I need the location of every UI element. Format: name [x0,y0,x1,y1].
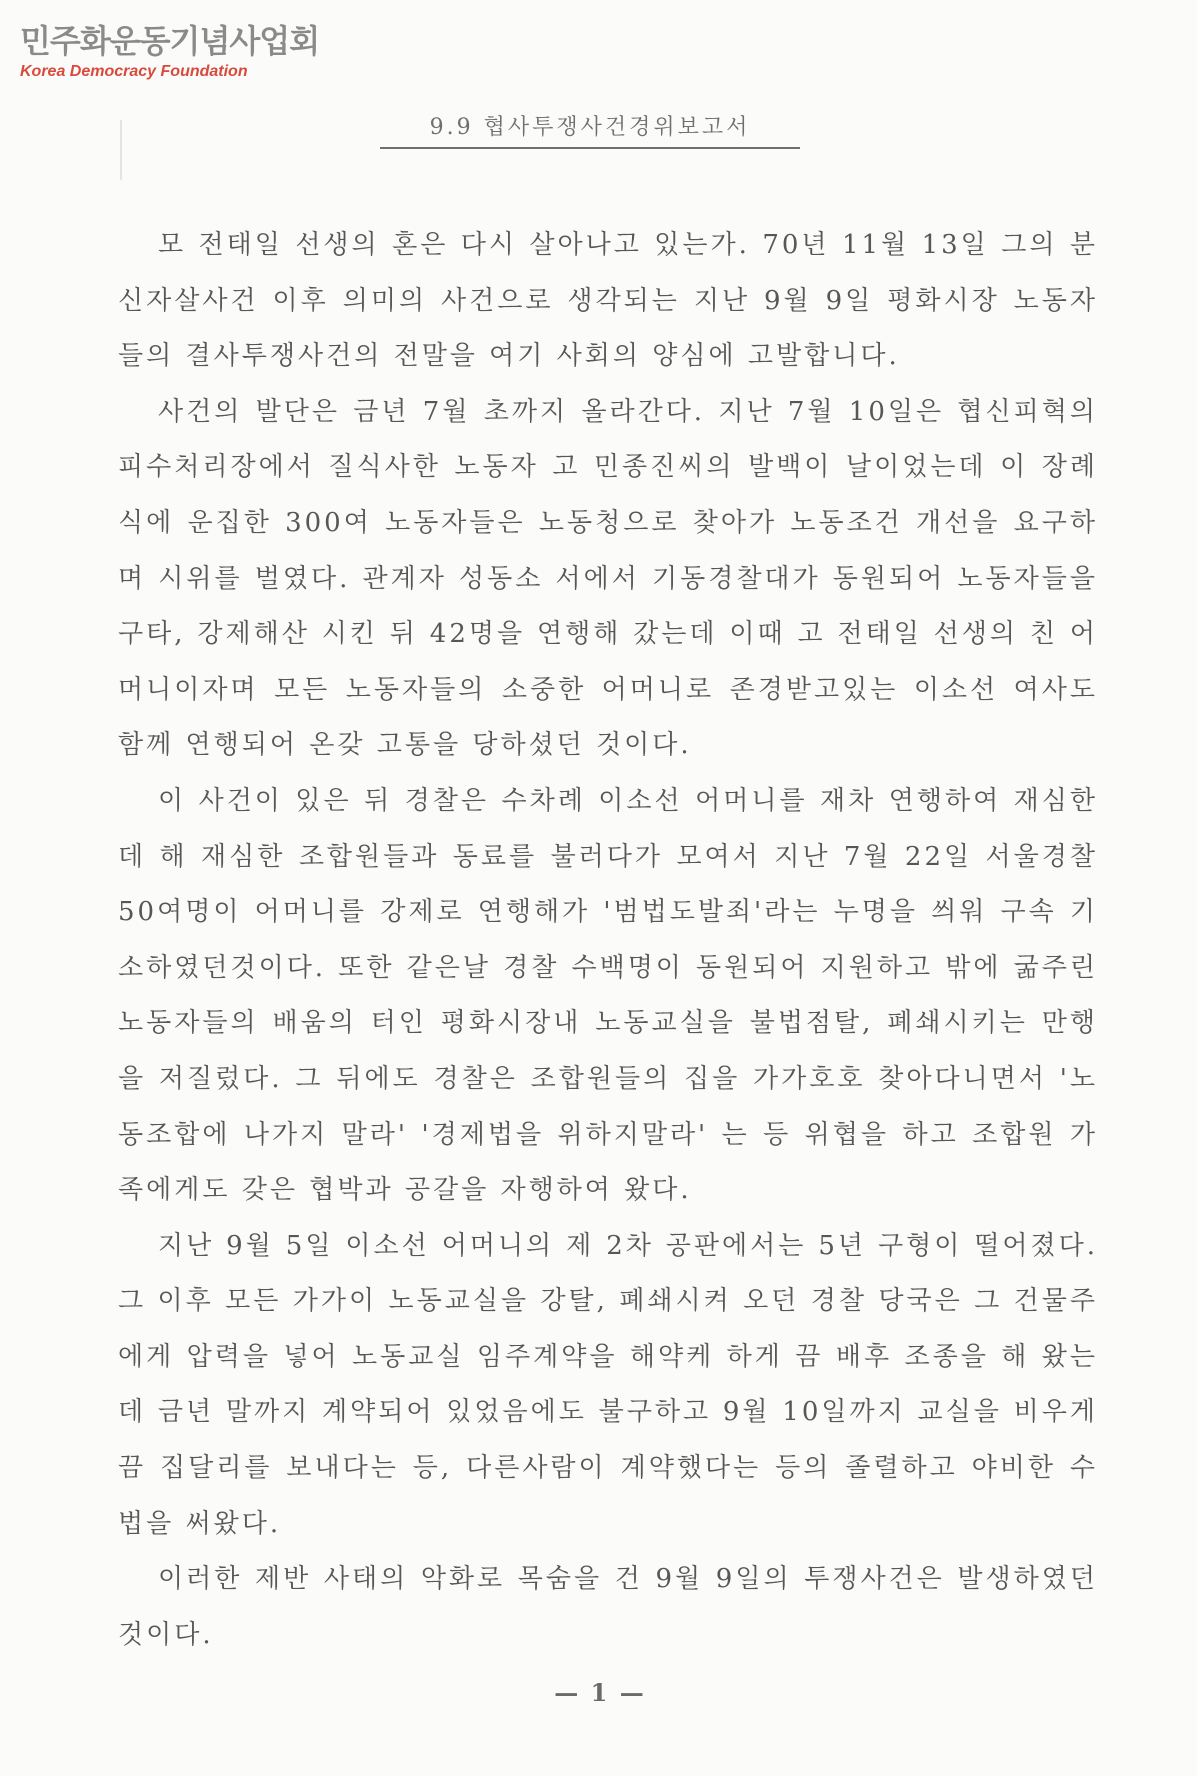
paragraph-4: 지난 9월 5일 이소선 어머니의 제 2차 공판에서는 5년 구형이 떨어졌다. 그 이후 모든 가가이 노동교실을 강탈, 폐쇄시켜 오던 경찰 당국은 그 건물주에게 압력을 넣어 노동교실 임주계약을 해약케 하게 끔 배후 조종을 해 왔는데 금년 말까지 계약되어 있었음에도 불구하고 9월 10일까지 교실을 비우게 끔 집달리를 보내다는 등, 다른사람이 계약했다는 등의 졸렬하고 야비한 수법을 써왔다. [118,1230,1098,1539]
paragraph-3: 이 사건이 있은 뒤 경찰은 수차례 이소선 어머니를 재차 연행하여 재심한데 해 재심한 조합원들과 동료를 불러다가 모여서 지난 7월 22일 서울경찰 50여명이 어머니를 강제로 연행해가 '범법도발죄'라는 누명을 씌워 구속 기소하였던것이다. 또한 같은날 경찰 수백명이 동원되어 지원하고 밖에 굶주린 노동자들의 배움의 터인 평화시장내 노동교실을 불법점탈, 폐쇄시키는 만행을 저질렀다. 그 뒤에도 경찰은 조합원들의 집을 가가호호 찾아다니면서 '노동조합에 나가지 말라' '경제법을 위하지말라' 는 등 위협을 하고 조합원 가족에게도 갖은 협박과 공갈을 자행하여 왔다. [118,785,1098,1206]
watermark-korean: 민주화운동기념사업회 [20,22,320,60]
paragraph-1: 모 전태일 선생의 혼은 다시 살아나고 있는가. 70년 11월 13일 그의 분신자살사건 이후 의미의 사건으로 생각되는 지난 9월 9일 평화시장 노동자들의 결사투쟁사건의 전말을 여기 사회의 양심에 고발합니다. [118,230,1098,372]
document-body [118,218,1098,1663]
paragraph-2: 사건의 발단은 금년 7월 초까지 올라간다. 지난 7월 10일은 협신피혁의 피수처리장에서 질식사한 노동자 고 민종진씨의 발백이 날이었는데 이 장례식에 운집한 300여 노동자들은 노동청으로 찾아가 노동조건 개선을 요구하며 시위를 벌였다. 관계자 성동소 서에서 기동경찰대가 동원되어 노동자들을 구타, 강제해산 시킨 뒤 42명을 연행해 갔는데 이때 고 전태일 선생의 친 어머니이자며 모든 노동자들의 소중한 어머니로 존경받고있는 이소선 여사도 함께 연행되어 온갖 고통을 당하셨던 것이다. [118,396,1098,761]
paragraph-5: 이러한 제반 사태의 악화로 목숨을 건 9월 9일의 투쟁사건은 발생하였던 것이다. [118,1564,1098,1650]
page-number: — 1 — [554,1678,646,1707]
document-title: 9.9 협사투쟁사건경위보고서 [380,110,800,149]
scan-artifact-line [120,120,122,180]
watermark-english: Korea Democracy Foundation [20,63,248,80]
